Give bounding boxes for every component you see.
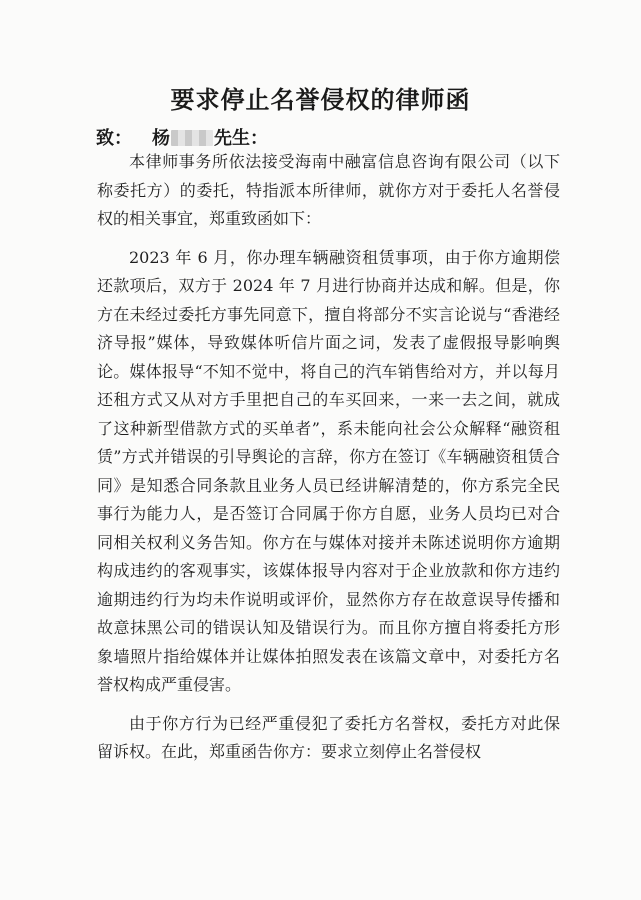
paragraph-demand: 由于你方行为已经严重侵犯了委托方名誉权，委托方对此保留诉权。在此，郑重函告你方：要求立刻停止名誉侵权 (97, 713, 560, 761)
letter-title: 要求停止名誉侵权的律师函 (170, 86, 471, 114)
recipient-honorific: 先生： (214, 128, 268, 149)
paragraph-facts: 2023 年 6 月，你办理车辆融资租赁事项，由于你方逾期偿还款项后，双方于 2024 年 7 月进行协商并达成和解。但是，你方在未经过委托方事先同意下，擅自将部分不实言论说与“香港经济导报”媒体，导致媒体听信片面之词，发表了虚假报导影响舆论。媒体报导“不知不觉中，将自己的汽车销售给对方，并以每月还租方式又从对方手里把自己的车买回来，一来一去之间，就成了这种新型借款方式的买单者”，系未能向社会公众解释“融资租赁”方式并错误的引导舆论的言辞，你方在签订《车辆融资租赁合同》是知悉合同条款且业务人员已经讲解清楚的，你方系完全民事行为能力人，是否签订合同属于你方自愿，业务人员均已对合同相关权利义务告知。你方在与媒体对接并未陈述说明你方逾期构成违约的客观事实，该媒体报导内容对于企业放款和你方违约逾期违约行为均未作说明或评价，显然你方存在故意误导传播和故意抹黑公司的错误认知及错误行为。而且你方擅自将委托方形象墙照片指给媒体并让媒体拍照发表在该篇文章中，对委托方名誉权构成严重侵害。 (97, 247, 560, 694)
paragraph-intro: 本律师事务所依法接受海南中融富信息咨询有限公司（以下称委托方）的委托，特指派本所律师，就你方对于委托人名誉侵权的相关事宜，郑重致函如下： (97, 152, 560, 228)
salutation-label: 致： (96, 128, 132, 149)
recipient-surname: 杨 (152, 128, 170, 149)
letter-body (97, 148, 560, 777)
salutation (96, 124, 268, 150)
redacted-name-block (171, 130, 213, 146)
